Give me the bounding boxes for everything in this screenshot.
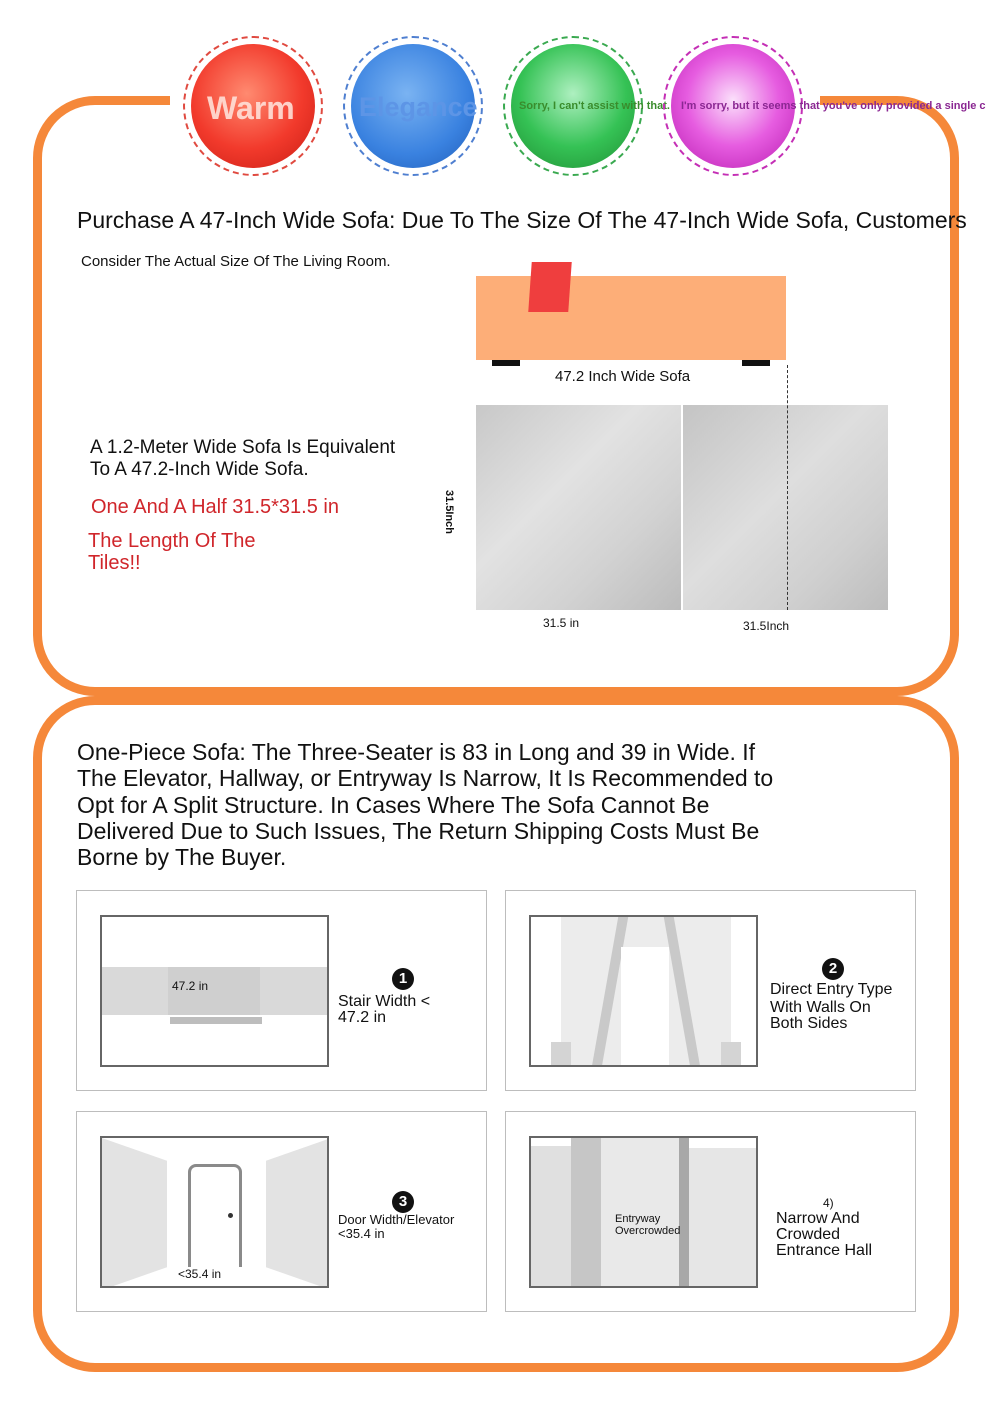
card-label-line: <35.4 in xyxy=(338,1226,385,1241)
card-label xyxy=(338,1213,454,1241)
tile1-width-label: 31.5 in xyxy=(543,616,580,630)
wall-base-right xyxy=(721,1042,741,1067)
card-label-line: Direct Entry Type xyxy=(770,981,893,998)
tile-length-line: The Length Of The xyxy=(88,530,256,552)
card-label-line: With Walls On xyxy=(770,999,871,1016)
stair-tread xyxy=(170,1017,262,1024)
tile-length-line: Tiles!! xyxy=(88,552,141,574)
sofa-width-label: 47.2 Inch Wide Sofa xyxy=(555,368,691,385)
tile-length-text xyxy=(88,530,256,574)
section1-heading: Purchase A 47-Inch Wide Sofa: Due To The Size Of The 47-Inch Wide Sofa, Customers xyxy=(77,207,967,233)
heading-line: Opt for A Split Structure. In Cases Where The Sofa Cannot Be xyxy=(77,791,710,818)
sofa-leg-left xyxy=(492,360,520,366)
badge-green xyxy=(503,36,670,176)
card-label-line: 47.2 in xyxy=(338,1009,387,1026)
badge-label: Warm xyxy=(207,90,295,126)
cabinet-left xyxy=(531,1146,571,1288)
heading-line: One-Piece Sofa: The Three-Seater is 83 in Long and 39 in Wide. If xyxy=(77,739,756,765)
badge-warm xyxy=(183,36,323,176)
sofa-body xyxy=(476,276,786,360)
heading-line: Delivered Due to Such Issues, The Return Shipping Costs Must Be xyxy=(77,817,760,844)
card-label-line: Narrow And Crowded xyxy=(776,1210,860,1243)
room-scene xyxy=(100,1136,329,1288)
card-direct-entry xyxy=(505,890,916,1091)
equivalence-line: A 1.2-Meter Wide Sofa Is Equivalent xyxy=(90,437,396,458)
heading-line: The Elevator, Hallway, or Entryway Is Narrow, It Is Recommended to xyxy=(77,765,774,792)
sofa-edge-guide-line xyxy=(787,365,788,610)
card-label xyxy=(770,982,892,1032)
wall-base-left xyxy=(551,1042,571,1067)
heading-line: Borne by The Buyer. xyxy=(77,844,287,871)
cabinet-edge xyxy=(679,1138,689,1288)
entryway-label-line: Entryway xyxy=(615,1213,661,1225)
badge-elegance xyxy=(343,36,483,176)
card-crowded-hall xyxy=(505,1111,916,1312)
tile-right xyxy=(683,405,888,610)
card-door-width xyxy=(76,1111,487,1312)
door-measure: <35.4 in xyxy=(178,1267,222,1281)
tile-ratio-text: One And A Half 31.5*31.5 in xyxy=(91,496,339,518)
badge-magenta-label: I'm sorry, but it seems that you've only provided a single c xyxy=(681,100,986,112)
card-label xyxy=(338,994,430,1026)
entryway-label-line: Overcrowded xyxy=(615,1225,681,1237)
card-label-line: Stair Width < xyxy=(338,993,431,1010)
entryway-label xyxy=(615,1213,680,1237)
cabinet-side xyxy=(571,1138,601,1288)
room-wall-right xyxy=(266,1138,329,1288)
number-badge: 2 xyxy=(822,958,844,980)
badge-label: Sorry, I can't assist with that. xyxy=(519,100,670,112)
section1-subheading: Consider The Actual Size Of The Living Room. xyxy=(81,253,391,270)
card-label-line: Door Width/Elevator xyxy=(338,1212,455,1227)
equivalence-line: To A 47.2-Inch Wide Sofa. xyxy=(90,459,309,480)
equivalence-text xyxy=(90,437,395,481)
door-icon xyxy=(188,1164,242,1267)
entrance-scene xyxy=(529,1136,758,1288)
corridor-scene xyxy=(529,915,758,1067)
card-stair-width xyxy=(76,890,487,1091)
sofa-leg-right xyxy=(742,360,770,366)
tile2-width-label: 31.5Inch xyxy=(743,619,790,633)
card-label-line: Entrance Hall xyxy=(776,1242,873,1259)
cabinet-right xyxy=(689,1148,758,1288)
number-badge: 1 xyxy=(392,968,414,990)
room-wall-left xyxy=(102,1138,167,1288)
number-label: 4) xyxy=(823,1196,834,1210)
stair-measure: 47.2 in xyxy=(172,979,209,993)
stair-scene xyxy=(100,915,329,1067)
tile-height-label: 31.5Inch xyxy=(443,490,455,535)
card-label xyxy=(776,1211,915,1259)
card-label-line: Both Sides xyxy=(770,1015,848,1032)
door-knob-icon xyxy=(228,1213,233,1218)
tile-left xyxy=(476,405,681,610)
sofa-illustration xyxy=(476,260,788,370)
badge-label: Elegance xyxy=(359,92,478,122)
cushion-icon xyxy=(528,262,571,312)
doorway xyxy=(621,947,669,1067)
section2-heading xyxy=(77,739,773,870)
number-badge: 3 xyxy=(392,1191,414,1213)
